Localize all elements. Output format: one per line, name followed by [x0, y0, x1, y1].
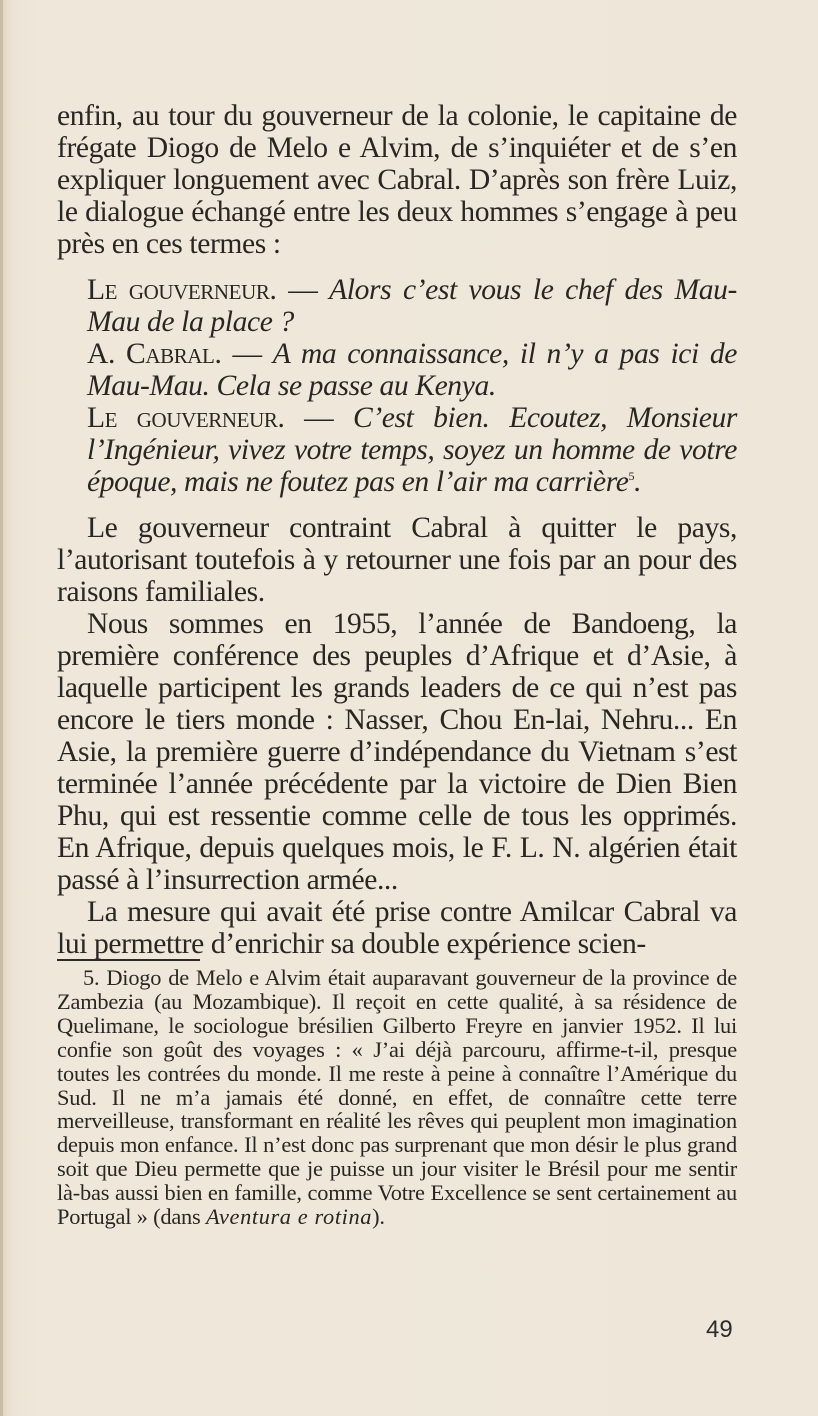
paragraph-2: Le gouverneur contraint Cabral à quitter le pays, l’autorisant toutefois à y retourner une fois par an pour des raisons familiales.: [57, 512, 737, 608]
speaker-name: Le gouverneur.: [87, 402, 285, 434]
spacer: [57, 498, 737, 512]
dialogue-line-1: [57, 274, 737, 338]
dialogue-dash: —: [284, 402, 354, 434]
speaker-name: A. Cabral.: [87, 338, 222, 370]
paragraph-3: Nous sommes en 1955, l’année de Bandoeng, la première conférence des peuples d’Afrique et d’Asie, à laquelle participent les grands leaders de ce qui n’est pas encore le tiers monde : Nasser, Chou En-lai, Nehru... En Asie, la première guerre d’indépendance du Vietnam s’est terminée l’année précédente par la victoire de Dien Bien Phu, qui est ressentie comme celle de tous les opprimés. En Afrique, depuis quelques mois, le F. L. N. algérien était passé à l’insurrection armée...: [57, 608, 737, 896]
footnotes: [57, 966, 737, 1229]
footnote-reference[interactable]: 5: [628, 469, 635, 483]
footnote-number: 5.: [83, 965, 100, 990]
page-edge: [0, 0, 3, 1416]
dialogue-dash: —: [276, 274, 330, 306]
page-number: 49: [706, 1316, 733, 1343]
dialogue-dash: —: [221, 338, 273, 370]
dialogue-speech: A ma connaissance, il n’y a pas ici de Mau-Mau. Cela se passe au Kenya.: [87, 338, 737, 402]
dialogue-speech: C’est bien. Ecoutez, Monsieur l’Ingénieur, vivez votre temps, soyez un homme de votre époque, mais ne foutez pas en l’air ma carrière: [87, 402, 737, 498]
main-text: [57, 100, 737, 960]
paragraph-4: La mesure qui avait été prise contre Amilcar Cabral va lui permettre d’enrichir sa double expérience scien-: [57, 896, 737, 960]
footnote-rule: [57, 959, 200, 961]
dialogue-end-punct: .: [634, 466, 642, 498]
spacer: [57, 260, 737, 274]
speaker-name: Le gouverneur.: [87, 274, 277, 306]
footnote-book-title: Aventura e rotina: [205, 1204, 373, 1230]
dialogue-speech: Alors c’est vous le chef des Mau-Mau de la place ?: [87, 274, 737, 338]
paragraph-1: enfin, au tour du gouverneur de la colonie, le capitaine de frégate Diogo de Melo e Alvim, de s’inquiéter et de s’en expliquer longuement avec Cabral. D’après son frère Luiz, le dialogue échangé entre les deux hommes s’engage à peu près en ces termes :: [57, 100, 737, 260]
dialogue-line-2: [57, 338, 737, 402]
footnote-5: [57, 966, 737, 1229]
footnote-text: Diogo de Melo e Alvim était auparavant gouverneur de la province de Zambezia (au Mozambique). Il reçoit en cette qualité, à sa résidence de Quelimane, le sociologue brésilien Gilberto Freyre en janvier 1952. Il lui confie son goût des voyages : « J’ai déjà parcouru, affirme-t-il, presque toutes les contrées du monde. Il me reste à peine à connaître l’Amérique du Sud. Il ne m’a jamais été donné, en effet, de connaître cette terre merveilleuse, transformant en réalité les rêves qui peuplent mon imagination depuis mon enfance. Il n’est donc pas surprenant que mon désir le plus grand soit que Dieu permette que je puisse un jour visiter le Brésil pour me sentir là-bas aussi bien en famille, comme Votre Excellence se sent certainement au Portugal » (dans: [57, 965, 737, 1230]
dialogue-line-3: [57, 402, 737, 498]
footnote-end: ).: [372, 1204, 385, 1230]
